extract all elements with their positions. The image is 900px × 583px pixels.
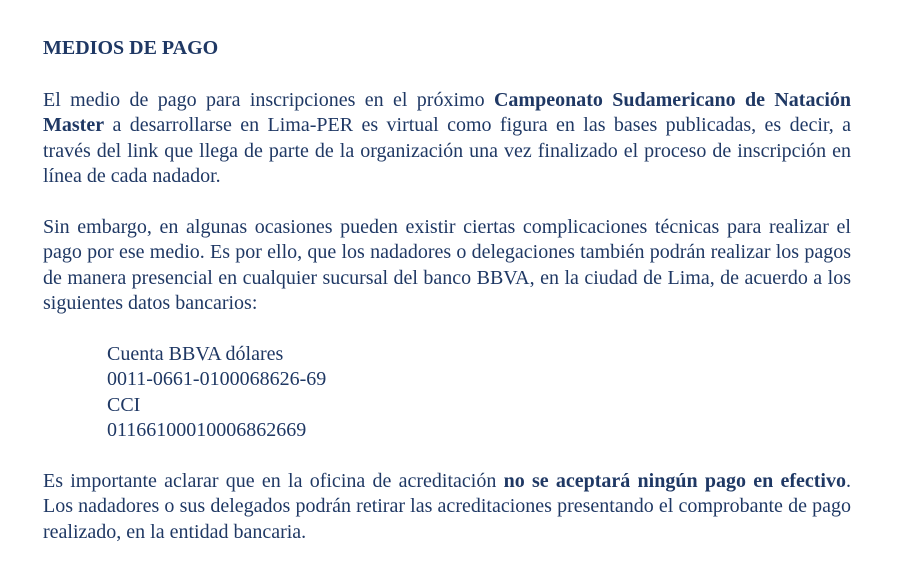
paragraph-alternative-payment: Sin embargo, en algunas ocasiones pueden existir ciertas complicaciones técnicas para realizar el pago por ese medio. Es por ello, que los nadadores o delegaciones también podrán realizar los pagos de manera presencial en cualquier sucursal del banco BBVA, en la ciudad de Lima, de acuerdo a los siguientes datos bancarios: [43, 215, 851, 314]
championship-name: Campeonato Sudamericano de Natación Master [43, 88, 851, 136]
paragraph-text: El medio de pago para inscripciones en el próximo [43, 88, 494, 111]
paragraph-text: a desarrollarse en Lima-PER es virtual como figura en las bases publicadas, es decir, a través del link que llega de parte de la organización una vez finalizado el proceso de inscripción en línea de cada nadador. [43, 114, 851, 187]
bank-account-number: 0011-0661-0100068626-69 [107, 368, 327, 390]
section-heading: MEDIOS DE PAGO [43, 37, 219, 59]
paragraph-payment-method [43, 88, 851, 190]
document-page [43, 36, 851, 570]
paragraph-accreditation [43, 469, 851, 546]
cash-warning: no se aceptará ningún pago en efectivo [503, 469, 846, 492]
bank-account-label: Cuenta BBVA dólares [107, 342, 284, 365]
bank-details [107, 342, 851, 444]
paragraph-text: . Los nadadores o sus delegados podrán retirar las acreditaciones presentando el comprobante de pago realizado, en la entidad bancaria. [43, 469, 851, 543]
cci-label: CCI [107, 393, 141, 416]
cci-number: 01166100010006862669 [107, 419, 307, 441]
paragraph-text: Es importante aclarar que en la oficina de acreditación [43, 469, 504, 492]
